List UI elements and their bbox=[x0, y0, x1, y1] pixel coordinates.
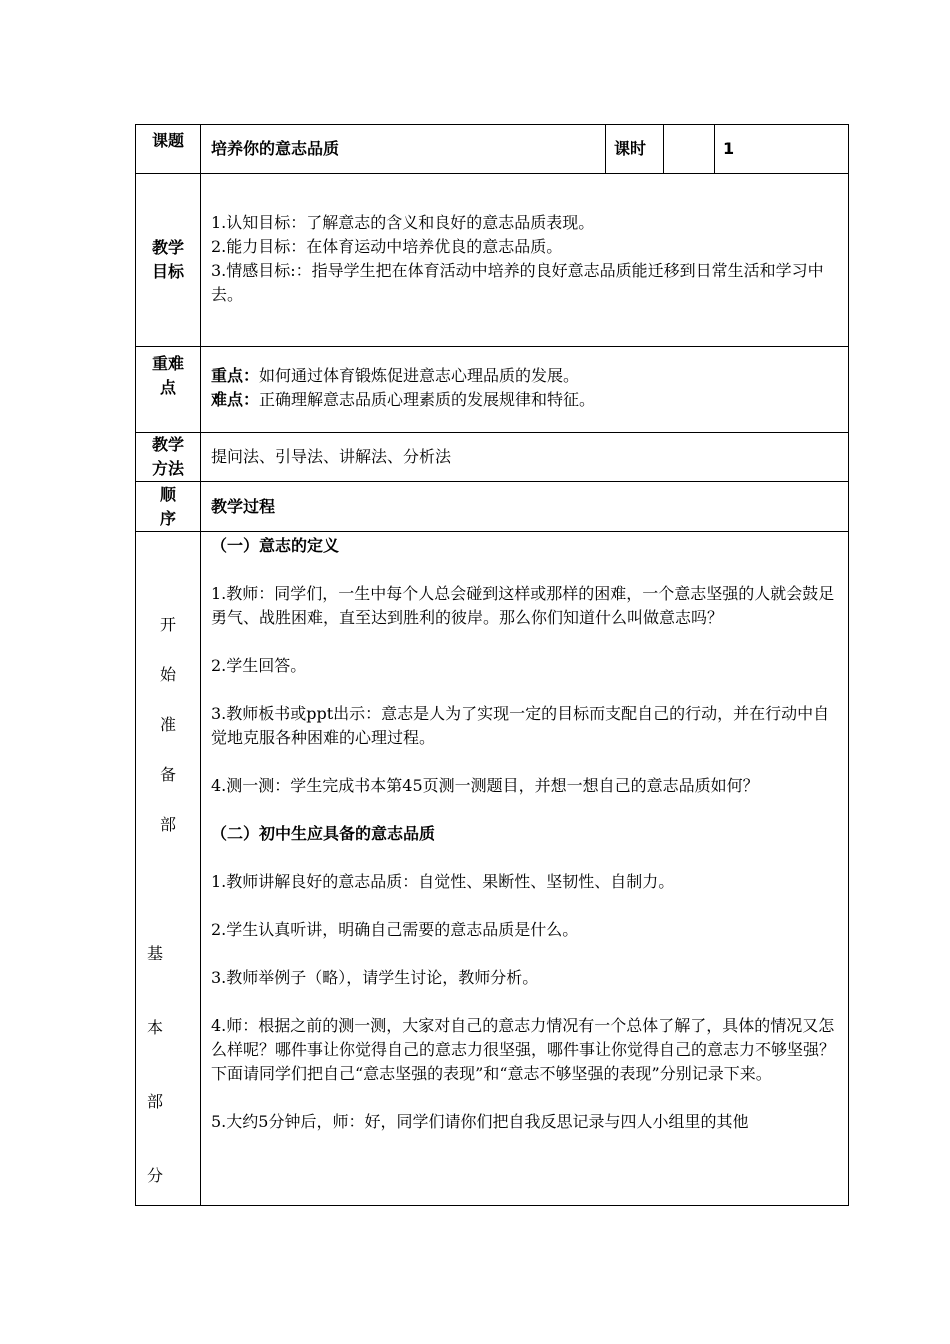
paragraph: 3.教师举例子（略），请学生讨论，教师分析。 bbox=[211, 968, 539, 987]
objective-item: 1.认知目标：了解意志的含义和良好的意志品质表现。 bbox=[211, 213, 595, 232]
process-content-row bbox=[136, 532, 849, 1206]
section-basic: 基 本 部 分 bbox=[146, 944, 163, 1185]
paragraph: 1.教师：同学们，一生中每个人总会碰到这样或那样的困难，一个意志坚强的人就会鼓足勇气、战胜困难，直至达到胜利的彼岸。那么你们知道什么叫做意志吗？ bbox=[211, 584, 835, 627]
topic-value: 培养你的意志品质 bbox=[201, 125, 606, 174]
objectives-row bbox=[136, 174, 849, 347]
methods-text: 提问法、引导法、讲解法、分析法 bbox=[201, 433, 849, 482]
section-labels bbox=[136, 532, 201, 1206]
order-label: 顺序 bbox=[136, 482, 201, 532]
paragraph: 4.师：根据之前的测一测，大家对自己的意志力情况有一个总体了解了，具体的情况又怎么样呢？哪件事让你觉得自己的意志力很坚强，哪件事让你觉得自己的意志力不够坚强？下面请同学们把自己“意志坚强的表现”和“意志不够坚强的表现”分别记录下来。 bbox=[211, 1016, 836, 1083]
methods-row bbox=[136, 433, 849, 482]
paragraph: 4.测一测：学生完成书本第45页测一测题目，并想一想自己的意志品质如何？ bbox=[211, 776, 759, 795]
paragraph: 1.教师讲解良好的意志品质：自觉性、果断性、坚韧性、自制力。 bbox=[211, 872, 675, 891]
part1-title: （一）意志的定义 bbox=[211, 536, 340, 555]
methods-label: 教学方法 bbox=[136, 433, 201, 482]
process-content bbox=[201, 532, 849, 1206]
lesson-plan-table bbox=[135, 124, 849, 1206]
topic-label: 课题 bbox=[136, 125, 201, 174]
key-label: 重点： bbox=[211, 366, 260, 385]
period-label: 课时 bbox=[606, 125, 664, 174]
process-label: 教学过程 bbox=[201, 482, 849, 532]
objective-item: 3.情感目标:：指导学生把在体育活动中培养的良好意志品质能迁移到日常生活和学习中去。 bbox=[211, 261, 824, 304]
paragraph: 5.大约5分钟后，师：好，同学们请你们把自我反思记录与四人小组里的其他 bbox=[211, 1112, 749, 1131]
topic-row bbox=[136, 125, 849, 174]
key-points-content bbox=[201, 347, 849, 433]
key-points-row bbox=[136, 347, 849, 433]
process-header-row bbox=[136, 482, 849, 532]
paragraph: 3.教师板书或ppt出示：意志是人为了实现一定的目标而支配自己的行动，并在行动中自觉地克服各种困难的心理过程。 bbox=[211, 704, 830, 747]
key-points-label: 重难点 bbox=[136, 347, 201, 433]
objective-item: 2.能力目标：在体育运动中培养优良的意志品质。 bbox=[211, 237, 563, 256]
key-text: 如何通过体育锻炼促进意志心理品质的发展。 bbox=[259, 366, 580, 385]
objectives-label: 教学目标 bbox=[136, 174, 201, 347]
empty-cell bbox=[664, 125, 715, 174]
hard-text: 正确理解意志品质心理素质的发展规律和特征。 bbox=[259, 390, 596, 409]
hard-label: 难点： bbox=[211, 390, 260, 409]
objectives-content bbox=[201, 174, 849, 347]
section-start: 开 始 准 备 部 bbox=[159, 615, 176, 834]
paragraph: 2.学生回答。 bbox=[211, 656, 307, 675]
paragraph: 2.学生认真听讲，明确自己需要的意志品质是什么。 bbox=[211, 920, 579, 939]
part2-title: （二）初中生应具备的意志品质 bbox=[211, 824, 436, 843]
period-value: 1 bbox=[715, 125, 849, 174]
